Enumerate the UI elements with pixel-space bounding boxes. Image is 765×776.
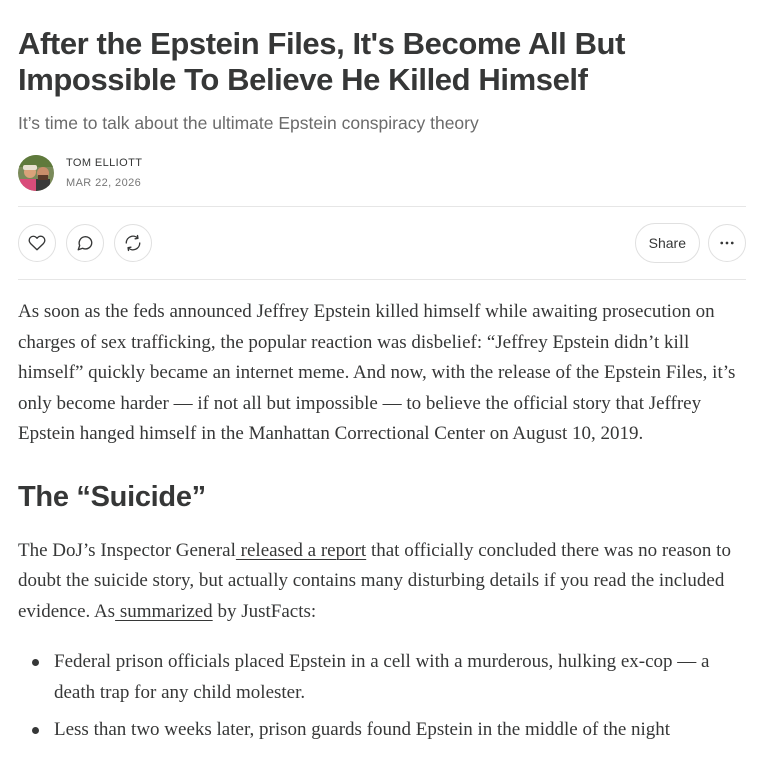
divider-bottom (18, 279, 746, 280)
report-paragraph (18, 536, 746, 628)
paragraph-text: The DoJ’s Inspector General (18, 539, 236, 561)
publish-date: MAR 22, 2026 (66, 177, 142, 189)
author-avatar[interactable] (18, 155, 54, 191)
more-icon (718, 234, 736, 252)
bullet-list (18, 647, 746, 746)
article-subtitle: It’s time to talk about the ultimate Epstein conspiracy theory (18, 113, 479, 133)
comment-icon (76, 234, 94, 252)
article-title: After the Epstein Files, It's Become All But Impossible To Believe He Killed Himself (18, 26, 626, 97)
like-button[interactable] (18, 224, 56, 262)
comment-button[interactable] (66, 224, 104, 262)
intro-paragraph: As soon as the feds announced Jeffrey Epstein killed himself while awaiting prosecution on charges of sex trafficking, the popular reaction was disbelief: “Jeffrey Epstein didn’t kill himself” quickly became an internet meme. And now, with the release of the Epstein Files, it’s only become harder — if not all but impossible — to believe the official story that Jeffrey Epstein hanged himself in the Manhattan Correctional Center on August 10, 2019. (18, 301, 736, 444)
list-item: Less than two weeks later, prison guards found Epstein in the middle of the night (54, 715, 746, 746)
author-name[interactable]: TOM ELLIOTT (66, 157, 143, 169)
share-button[interactable]: Share (635, 223, 700, 263)
released-report-link[interactable]: released a report (235, 539, 367, 561)
list-item: Federal prison officials placed Epstein in a cell with a murderous, hulking ex-cop — a death trap for any child molester. (54, 647, 746, 708)
avatar-image (18, 155, 54, 191)
heart-icon (28, 234, 46, 252)
restack-button[interactable] (114, 224, 152, 262)
paragraph-text: by JustFacts: (212, 600, 317, 622)
more-button[interactable] (708, 224, 746, 262)
byline (18, 154, 746, 192)
action-bar (18, 207, 746, 279)
summarized-link[interactable]: summarized (115, 600, 213, 622)
paragraph-text: that officially concluded there was no reason to doubt the suicide story, but actually contains many disturbing details if you read the included evidence. As (18, 539, 731, 622)
restack-icon (124, 234, 142, 252)
section-heading: The “Suicide” (18, 480, 206, 513)
